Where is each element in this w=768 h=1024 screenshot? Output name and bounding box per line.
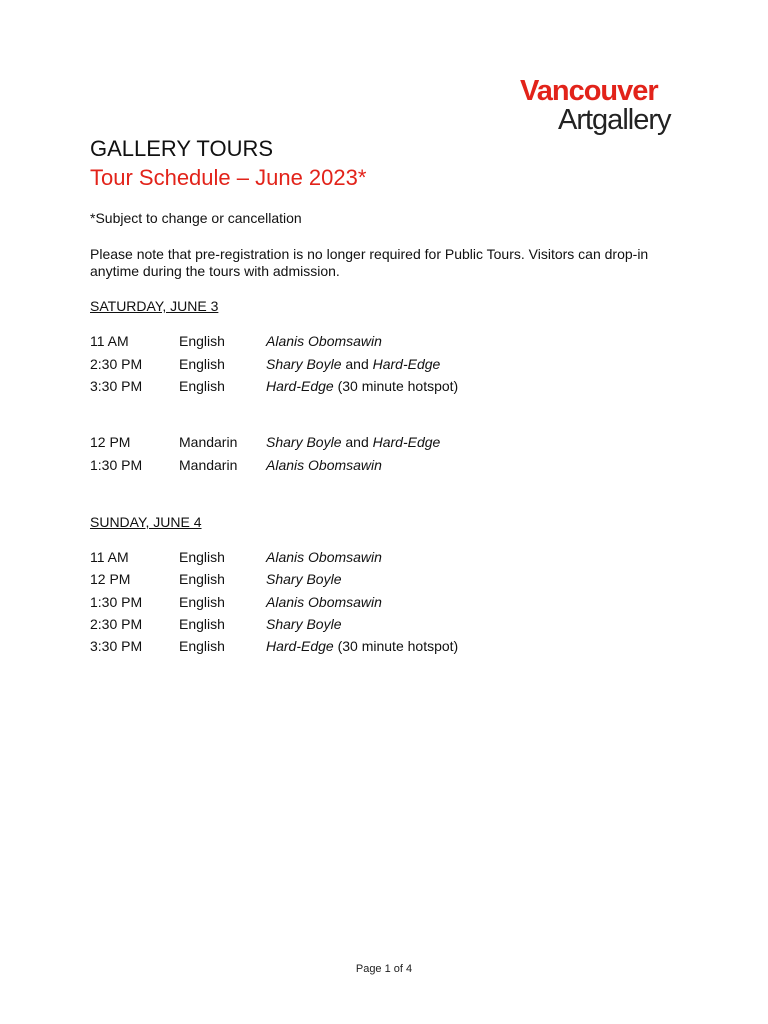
tour-title bbox=[266, 570, 341, 588]
tour-title-part: Hard-Edge bbox=[266, 378, 334, 394]
tour-language: English bbox=[179, 616, 225, 632]
schedule-row bbox=[90, 615, 690, 633]
tour-language: English bbox=[179, 378, 225, 394]
schedule-row bbox=[90, 355, 690, 373]
tour-language: Mandarin bbox=[179, 434, 238, 450]
tour-language: English bbox=[179, 333, 225, 349]
schedule-row bbox=[90, 637, 690, 655]
tour-title-part: (30 minute hotspot) bbox=[333, 638, 459, 654]
schedule-row bbox=[90, 433, 690, 451]
schedule-row bbox=[90, 548, 690, 566]
logo-line-vancouver: Vancouver bbox=[520, 75, 658, 107]
tour-language: English bbox=[179, 549, 225, 565]
tour-title bbox=[266, 615, 341, 633]
tour-title-part: and bbox=[341, 356, 373, 372]
tour-time: 1:30 PM bbox=[90, 594, 143, 610]
tour-time: 3:30 PM bbox=[90, 638, 143, 654]
tour-title-part: Alanis Obomsawin bbox=[266, 457, 382, 473]
tour-time: 2:30 PM bbox=[90, 616, 143, 632]
tour-language: English bbox=[179, 594, 225, 610]
tour-title-part: Shary Boyle bbox=[266, 571, 342, 587]
tour-title-part: Shary Boyle bbox=[266, 616, 342, 632]
page-subtitle: Tour Schedule – June 2023* bbox=[90, 165, 367, 190]
page-title: GALLERY TOURS bbox=[90, 136, 274, 161]
registration-note: Please note that pre-registration is no longer required for Public Tours. Visitors can drop-in anytime during the tours with admission. bbox=[90, 246, 649, 279]
tour-time: 11 AM bbox=[90, 333, 129, 349]
tour-language: English bbox=[179, 638, 225, 654]
tour-title-part: Alanis Obomsawin bbox=[266, 333, 382, 349]
tour-title bbox=[266, 355, 440, 373]
sunday-heading: SUNDAY, JUNE 4 bbox=[90, 514, 202, 530]
page-number: Page 1 of 4 bbox=[355, 963, 413, 975]
tour-language: English bbox=[179, 356, 225, 372]
tour-title-part: Alanis Obomsawin bbox=[266, 549, 382, 565]
tour-title bbox=[266, 377, 458, 395]
schedule-row bbox=[90, 332, 690, 350]
tour-time: 12 PM bbox=[90, 434, 131, 450]
saturday-heading: SATURDAY, JUNE 3 bbox=[90, 298, 219, 314]
tour-title-part: and bbox=[341, 434, 373, 450]
disclaimer-note: *Subject to change or cancellation bbox=[90, 210, 302, 226]
schedule-row bbox=[90, 456, 690, 474]
tour-title-part: (30 minute hotspot) bbox=[333, 378, 459, 394]
tour-time: 1:30 PM bbox=[90, 457, 143, 473]
tour-title-part: Hard-Edge bbox=[266, 638, 334, 654]
tour-time: 2:30 PM bbox=[90, 356, 143, 372]
logo-line-artgallery: Artgallery bbox=[558, 104, 671, 136]
tour-title-part: Hard-Edge bbox=[372, 356, 441, 372]
tour-time: 11 AM bbox=[90, 549, 129, 565]
schedule-row bbox=[90, 570, 690, 588]
vancouver-art-gallery-logo bbox=[520, 76, 680, 135]
tour-title bbox=[266, 433, 440, 451]
schedule-row bbox=[90, 377, 690, 395]
tour-title-part: Shary Boyle bbox=[266, 434, 342, 450]
tour-language: English bbox=[179, 571, 225, 587]
tour-title bbox=[266, 456, 382, 474]
tour-title bbox=[266, 593, 382, 611]
tour-title-part: Alanis Obomsawin bbox=[266, 594, 382, 610]
tour-title-part: Shary Boyle bbox=[266, 356, 342, 372]
tour-title bbox=[266, 637, 458, 655]
tour-language: Mandarin bbox=[179, 457, 238, 473]
tour-title bbox=[266, 332, 382, 350]
tour-time: 3:30 PM bbox=[90, 378, 143, 394]
tour-title bbox=[266, 548, 382, 566]
tour-time: 12 PM bbox=[90, 571, 131, 587]
schedule-row bbox=[90, 593, 690, 611]
tour-title-part: Hard-Edge bbox=[372, 434, 441, 450]
